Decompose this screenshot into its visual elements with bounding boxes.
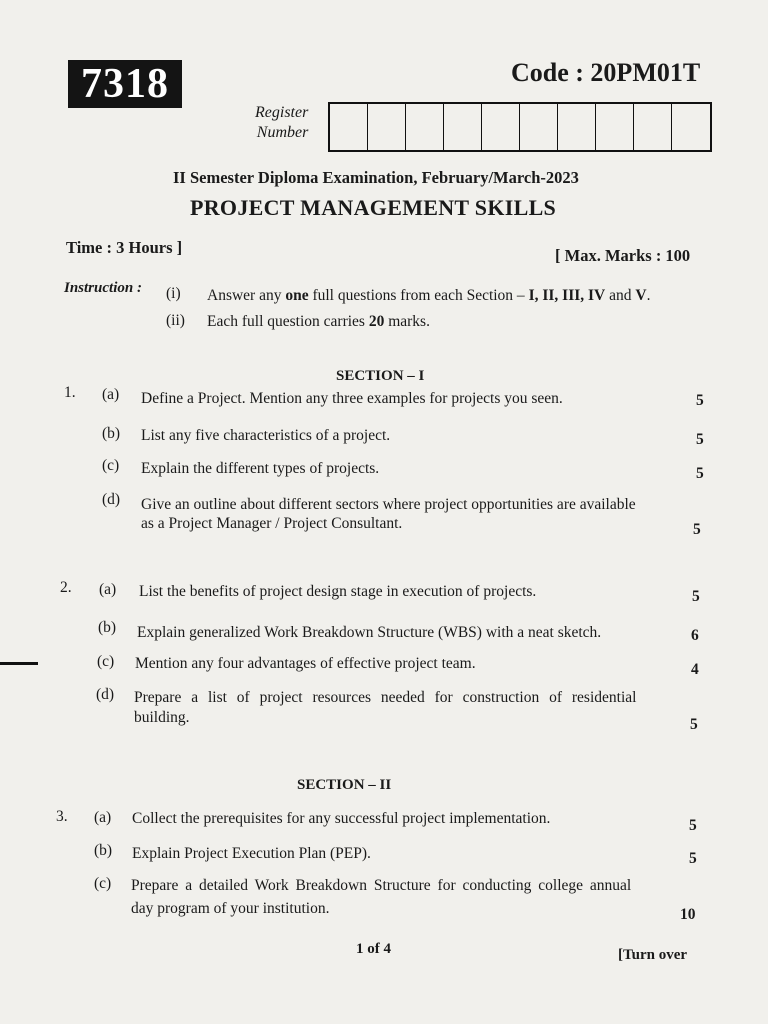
register-box [520, 104, 558, 150]
page-number: 1 of 4 [356, 941, 391, 957]
q2a-marks: 5 [692, 588, 700, 605]
question-3-number: 3. [56, 808, 68, 825]
exam-time: Time : 3 Hours ] [66, 238, 183, 257]
instruction-bold: V [635, 287, 647, 304]
instruction-bold: one [285, 287, 309, 304]
q2d-text-line1: Prepare a list of project resources needed for construction of residential [134, 689, 637, 706]
q1a-text: Define a Project. Mention any three examples for projects you seen. [141, 390, 563, 407]
register-box [330, 104, 368, 150]
section-1-title: SECTION – I [336, 368, 425, 384]
register-box [558, 104, 596, 150]
subject-title: PROJECT MANAGEMENT SKILLS [190, 195, 557, 220]
register-box [634, 104, 672, 150]
instruction-text-part: . [646, 287, 651, 304]
q2c-marks: 4 [691, 661, 699, 678]
q1a-marks: 5 [696, 392, 704, 409]
q2d-label: (d) [96, 686, 115, 703]
instruction-bold: I, II, III, IV [528, 287, 606, 304]
q2d-marks: 5 [690, 716, 698, 733]
register-box [368, 104, 406, 150]
paper-code: 7318 [68, 60, 182, 108]
register-box [596, 104, 634, 150]
q2b-marks: 6 [691, 627, 699, 644]
question-1-number: 1. [64, 384, 76, 401]
instruction-text-part: full questions from each Section – [308, 287, 529, 304]
q3b-label: (b) [94, 842, 113, 859]
q2a-text: List the benefits of project design stage in execution of projects. [139, 583, 537, 600]
q3a-marks: 5 [689, 817, 697, 834]
register-number-boxes [328, 102, 712, 152]
q2d-text-line2: building. [134, 709, 190, 726]
q2c-text: Mention any four advantages of effective project team. [135, 655, 476, 672]
q2b-label: (b) [98, 619, 117, 636]
q1c-label: (c) [102, 457, 120, 474]
q3c-text-line2: day program of your institution. [131, 900, 330, 917]
instruction-bold: 20 [368, 313, 385, 330]
subject-code: Code : 20PM01T [511, 58, 701, 87]
register-box [444, 104, 482, 150]
section-2-title: SECTION – II [297, 777, 392, 793]
q2c-label: (c) [97, 653, 115, 670]
instruction-num-2: (ii) [166, 312, 185, 329]
question-2-number: 2. [60, 579, 72, 596]
instruction-num-1: (i) [166, 285, 181, 302]
q1c-marks: 5 [696, 465, 704, 482]
instruction-text-part: Each full question carries [207, 313, 369, 330]
instruction-text-part: and [605, 287, 636, 304]
max-marks: [ Max. Marks : 100 [555, 246, 691, 265]
q3c-text-line1: Prepare a detailed Work Breakdown Structure for conducting college annual [131, 877, 632, 894]
q1d-marks: 5 [693, 521, 701, 538]
q1c-text: Explain the different types of projects. [141, 460, 380, 477]
q3a-label: (a) [94, 809, 112, 826]
register-box [406, 104, 444, 150]
q3a-text: Collect the prerequisites for any successful project implementation. [132, 810, 551, 827]
margin-line [0, 662, 38, 665]
q1a-label: (a) [102, 386, 120, 403]
q1b-label: (b) [102, 425, 121, 442]
instruction-text-part: marks. [384, 313, 430, 330]
q1b-text: List any five characteristics of a project. [141, 427, 391, 444]
instruction-label: Instruction : [64, 280, 142, 296]
q3c-label: (c) [94, 875, 112, 892]
turn-over: [Turn over [618, 947, 688, 963]
exam-title: II Semester Diploma Examination, February/March-2023 [173, 168, 579, 187]
q2a-label: (a) [99, 581, 117, 598]
instruction-text-2 [207, 313, 430, 331]
register-number-label [255, 103, 308, 143]
q1d-text-line2: as a Project Manager / Project Consultant. [141, 515, 403, 532]
register-label-line2: Number [256, 124, 309, 141]
instruction-text-1 [207, 287, 650, 305]
q1d-text-line1: Give an outline about different sectors where project opportunities are available [141, 496, 636, 513]
q1b-marks: 5 [696, 431, 704, 448]
register-box [672, 104, 710, 150]
q1d-label: (d) [102, 491, 121, 508]
register-box [482, 104, 520, 150]
q3c-marks: 10 [680, 906, 696, 923]
register-label-line1: Register [255, 104, 309, 121]
q3b-text: Explain Project Execution Plan (PEP). [132, 845, 371, 862]
q2b-text: Explain generalized Work Breakdown Structure (WBS) with a neat sketch. [137, 624, 602, 641]
q3b-marks: 5 [689, 850, 697, 867]
instruction-text-part: Answer any [207, 287, 286, 304]
